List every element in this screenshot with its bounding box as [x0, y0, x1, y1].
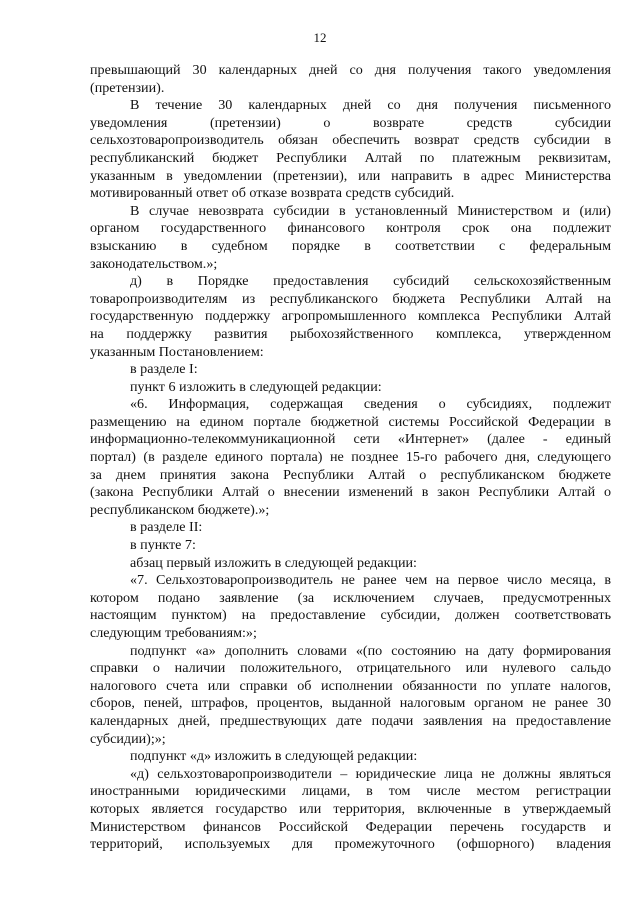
- text-line: «6. Информация, содержащая сведения о субсидиях, подлежит: [130, 396, 611, 413]
- text-line: размещению на едином портале бюджетной системы Российской Федерации в: [90, 413, 611, 430]
- text-line: абзац первый изложить в следующей редакции:: [130, 554, 417, 571]
- text-line: пункт 6 изложить в следующей редакции:: [130, 378, 382, 395]
- text-line: справки о наличии положительного, отрицательного или нулевого сальдо: [90, 660, 611, 677]
- text-line: мотивированный ответ об отказе возврата средств субсидий.: [90, 185, 455, 202]
- text-line: указанным в уведомлении (претензии), или направить в адрес Министерства: [90, 167, 611, 184]
- text-line: в пункте 7:: [130, 537, 196, 554]
- text-line: В течение 30 календарных дней со дня получения письменного: [130, 97, 611, 114]
- text-line: органом государственного финансового контроля срок она подлежит: [90, 220, 611, 237]
- text-line: подпункт «а» дополнить словами «(по состоянию на дату формирования: [130, 642, 611, 659]
- text-line: котором подано заявление (за исключением случаев, предусмотренных: [90, 589, 611, 606]
- text-line: «д) сельхозтоваропроизводители – юридические лица не должны являться: [130, 765, 611, 782]
- text-line: (претензии).: [90, 79, 165, 96]
- text-line: следующим требованиям:»;: [90, 625, 257, 641]
- text-line: в разделе I:: [130, 361, 198, 378]
- text-line: настоящим пунктом) на предоставление субсидии, должен соответствовать: [90, 607, 611, 624]
- text-line: уведомления (претензии) о возврате средств субсидии: [90, 114, 611, 131]
- text-line: календарных дней, предшествующих дате подачи заявления на предоставление: [90, 712, 611, 729]
- text-line: государственную поддержку агропромышленного комплекса Республики Алтай: [90, 308, 611, 325]
- text-line: республиканском бюджете).»;: [90, 501, 270, 518]
- text-line: законодательством.»;: [90, 255, 218, 272]
- text-line: в разделе II:: [130, 519, 203, 536]
- text-line: субсидии);»;: [90, 730, 166, 747]
- text-line: сельхозтоваропроизводитель обязан обеспечить возврат средств субсидии в: [90, 132, 611, 149]
- text-line: территорий, используемых для промежуточного (офшорного) владения: [90, 836, 611, 853]
- document-body: [90, 62, 611, 854]
- text-line: налогового счета или справки об исполнении обязанности по уплате налогов,: [90, 677, 611, 694]
- text-line: республиканский бюджет Республики Алтай по платежным реквизитам,: [90, 149, 611, 166]
- text-line: за днем принятия закона Республики Алтай о республиканском бюджете: [90, 466, 611, 483]
- page-number: 12: [313, 30, 327, 45]
- text-line: которых является государство или территория, включенные в утверждаемый: [90, 800, 611, 817]
- text-line: товаропроизводителям из республиканского бюджета Республики Алтай на: [90, 290, 611, 307]
- text-line: превышающий 30 календарных дней со дня получения такого уведомления: [90, 62, 611, 78]
- text-line: Министерством финансов Российской Федерации перечень государств и: [90, 818, 611, 835]
- text-line: «7. Сельхозтоваропроизводитель не ранее чем на первое число месяца, в: [130, 572, 611, 589]
- text-line: д) в Порядке предоставления субсидий сельскохозяйственным: [130, 273, 611, 290]
- text-line: подпункт «д» изложить в следующей редакции:: [130, 748, 418, 765]
- text-line: иностранными юридическими лицами, в том числе местом регистрации: [90, 783, 611, 800]
- text-line: информационно-телекоммуникационной сети «Интернет» (далее - единый: [90, 431, 611, 448]
- text-line: сборов, пеней, штрафов, процентов, выданной налоговым органом не ранее 30: [90, 695, 611, 712]
- text-line: портал) (в разделе единого портала) не позднее 15-го рабочего дня, следующего: [90, 449, 611, 466]
- text-line: (закона Республики Алтай о внесении изменений в закон Республики Алтай о: [90, 484, 611, 501]
- text-line: взысканию в судебном порядке в соответствии с федеральным: [90, 237, 611, 254]
- text-line: В случае невозврата субсидии в установленный Министерством и (или): [130, 202, 611, 219]
- text-line: на поддержку развития рыбохозяйственного комплекса, утвержденном: [90, 325, 611, 342]
- text-line: указанным Постановлением:: [90, 343, 264, 360]
